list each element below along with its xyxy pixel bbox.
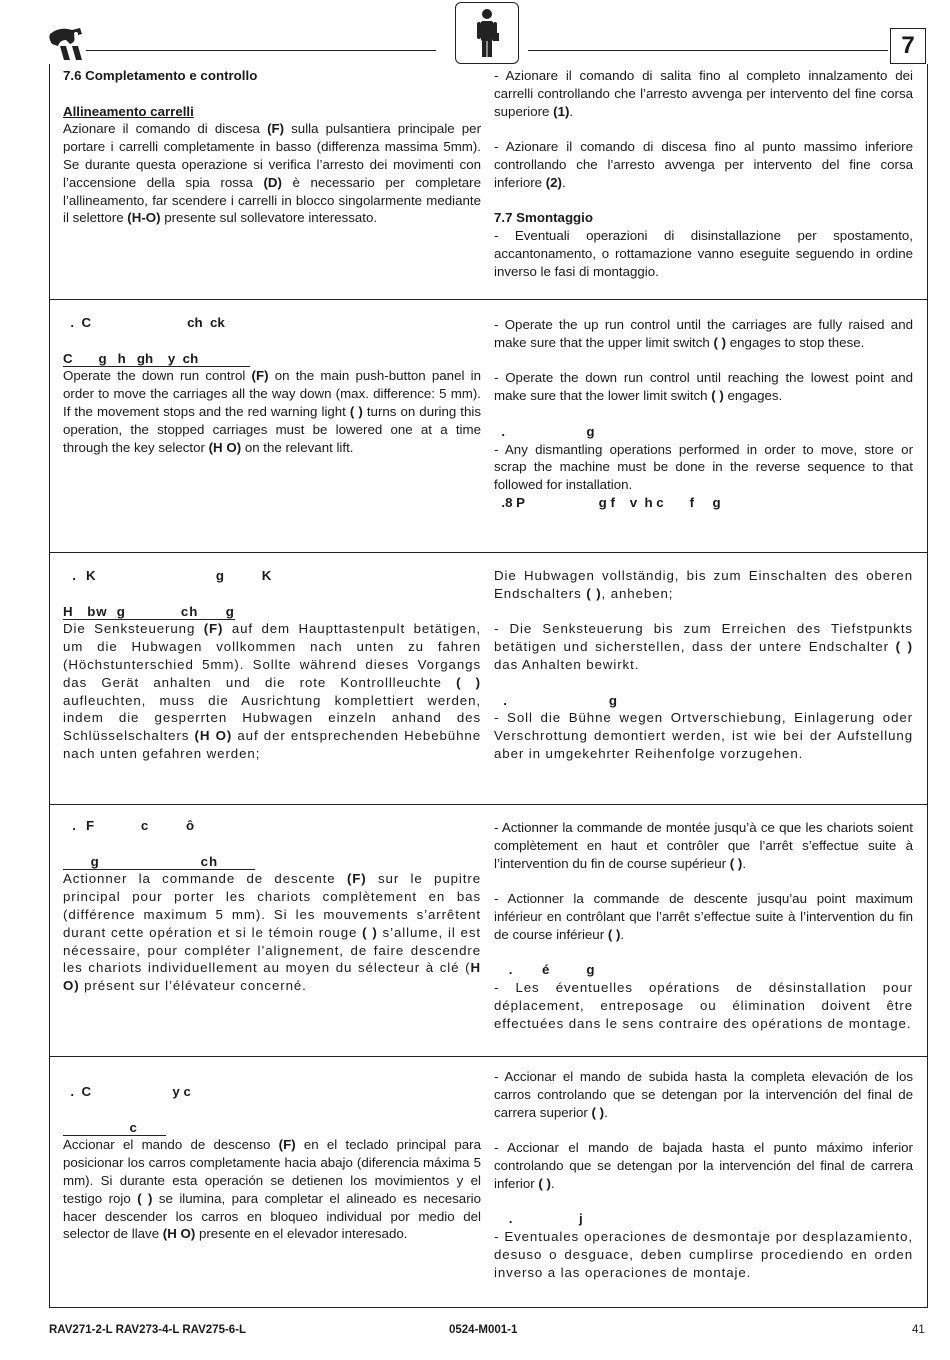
section-subtitle: Allineamento carrelli	[63, 103, 194, 119]
footer-doc-code: 0524-M001-1	[449, 1324, 518, 1336]
section-title: . j	[494, 1211, 583, 1227]
section-title: . C y c	[63, 1084, 191, 1099]
section-divider	[49, 552, 928, 553]
paragraph: - Azionare il comando di discesa fino al punto massimo inferiore controllando che l’arresto avvenga per intervento del fine corsa inferiore (2).	[494, 139, 913, 190]
section-divider	[49, 804, 928, 805]
paragraph: - Actionner la commande de montée jusqu’à ce que les chariots soient complètement en haut et contrôler que l’arrêt s’effectue suite à l’intervention du fin de course supérieur ( ).	[494, 820, 913, 871]
paragraph: - Eventuales operaciones de desmontaje por desplazamiento, desuso o desguace, deben cumplirse procediendo en orden inverso a las operaciones de montaje.	[494, 1229, 913, 1280]
section-en-right	[494, 316, 913, 512]
paragraph: - Any dismantling operations performed in order to move, store or scrap the machine must be done in the reverse sequence to that followed for installation.	[494, 441, 913, 493]
section-subtitle: C g h gh y ch	[63, 350, 250, 366]
section-title: 7.6 Completamento e controllo	[63, 68, 258, 83]
footer-models: RAV271-2-L RAV273-4-L RAV275-6-L	[49, 1324, 247, 1336]
section-title: 7.7 Smontaggio	[494, 210, 593, 226]
paragraph: Die Hubwagen vollständig, bis zum Einschalten des oberen Endschalters ( ), anheben;	[494, 568, 913, 601]
paragraph: - Actionner la commande de descente jusqu’au point maximum inférieur en contrôlant que l’arrêt s’effectue suite à l’intervention du fin de course inférieur ( ).	[494, 891, 913, 942]
section-title: . C ch ck	[63, 315, 225, 330]
section-divider	[49, 299, 928, 300]
paragraph: - Die Senksteuerung bis zum Erreichen des Tiefstpunkts betätigen und sicherstellen, dass der untere Endschalter ( ) das Anhalten bewirkt.	[494, 621, 913, 672]
paragraph: Actionner la commande de descente (F) sur le pupitre principal pour porter les chariots complètement en bas (différence maximum 5 mm). Si les mouvements s’arrêtent durant cette opération et si le témoin rouge ( ) s’allume, il est nécessaire, pour compléter l’alignement, de faire descendre les chariots individuellement au moyen du sélecteur à clé (H O) présent sur l’élévateur concerné.	[63, 871, 481, 994]
section-fr-left	[63, 817, 481, 995]
paragraph: Die Senksteuerung (F) auf dem Haupttastenpult betätigen, um die Hubwagen vollkommen nach unten zu fahren (Höchstunterschied 5mm). Sollte während dieses Vorgangs das Gerät anhalten und die rote Kontrollleuchte ( ) aufleuchten, muss die Ausrichtung komplettiert werden, indem die gesperrten Hubwagen einzeln anhand des Schlüsselschalters (H O) auf der entsprechenden Hebebühne nach unten gefahren werden;	[63, 621, 481, 761]
section-de-left	[63, 567, 481, 763]
section-divider	[49, 1056, 928, 1057]
section-en-left	[63, 314, 481, 456]
section-es-left	[63, 1083, 481, 1243]
paragraph: - Accionar el mando de subida hasta la completa elevación de los carros controlando que se detengan por la intervención del final de carrera superior ( ).	[494, 1069, 913, 1120]
paragraph: - Eventuali operazioni di disinstallazione per spostamento, accantonamento, o rottamazione vanno eseguite seguendo in ordine inverso le fasi di montaggio.	[494, 228, 913, 279]
paragraph: Azionare il comando di discesa (F) sulla pulsantiera principale per portare i carrelli completamente in basso (differenza massima 5mm). Se durante questa operazione si verifica l’arresto dei movimenti con l’accensione della spia rossa (D) è necessario per completare l’allineamento, far scendere i carrelli in blocco singolarmente mediante il selettore (H-O) presente sul sollevatore interessato.	[63, 121, 481, 226]
page-number: 41	[912, 1324, 925, 1336]
header-rule-right	[528, 50, 888, 51]
section-it-right	[494, 67, 913, 281]
paragraph: - Azionare il comando di salita fino al completo innalzamento dei carrelli controllando che l’arresto avvenga per intervento del fine corsa superiore (1).	[494, 68, 913, 119]
paragraph: Operate the down run control (F) on the main push-button panel in order to move the carriages all the way down (max. difference: 5 mm). If the movement stops and the red warning light ( ) turns on during this operation, the stopped carriages must be lowered one at a time through the key selector (H O) on the relevant lift.	[63, 368, 481, 455]
paragraph: - Les éventuelles opérations de désinstallation pour déplacement, entreposage ou élimination doivent être effectuées dans le sens contraire des opérations de montage.	[494, 980, 913, 1031]
paragraph: - Accionar el mando de bajada hasta el punto máximo inferior controlando que se detengan por la intervención del final de carrera inferior ( ).	[494, 1140, 913, 1191]
paragraph: - Soll die Bühne wegen Ortverschiebung, Einlagerung oder Verschrottung demontiert werden, ist wie bei der Aufstellung aber in umgekehrter Reihenfolge vorzugehen.	[494, 710, 913, 761]
section-title: .8 P g f v h c f g	[494, 494, 721, 510]
person-with-manual-icon	[455, 2, 519, 64]
paragraph: - Operate the down run control until reaching the lowest point and make sure that the lower limit switch ( ) engages.	[494, 370, 913, 404]
header-rule-left	[86, 50, 436, 51]
section-title: . é g	[494, 962, 595, 978]
section-de-right	[494, 567, 913, 763]
section-es-right	[494, 1068, 913, 1282]
section-title: . g	[494, 692, 618, 708]
company-logo-icon	[46, 24, 88, 64]
section-subtitle: c	[63, 1119, 167, 1135]
section-fr-right	[494, 819, 913, 1033]
paragraph: - Operate the up run control until the carriages are fully raised and make sure that the upper limit switch ( ) engages to stop these.	[494, 317, 913, 350]
section-subtitle: H bw g ch g	[63, 603, 235, 619]
section-title: . g	[494, 423, 595, 439]
section-title: . K g K	[63, 568, 273, 583]
chapter-number-box: 7	[890, 28, 926, 64]
paragraph: Accionar el mando de descenso (F) en el teclado principal para posicionar los carros completamente hacia abajo (diferencia máxima 5 mm). Si durante esta operación se detienen los movimientos y el testigo rojo ( ) se ilumina, para completar el alineado es necesario hacer descender los carros en bloqueo individual por medio del selector de llave (H O) presente en el elevador interesado.	[63, 1137, 481, 1242]
section-it-left	[63, 67, 481, 227]
section-title: . F c ô	[63, 818, 196, 833]
section-subtitle: g ch	[63, 853, 255, 869]
